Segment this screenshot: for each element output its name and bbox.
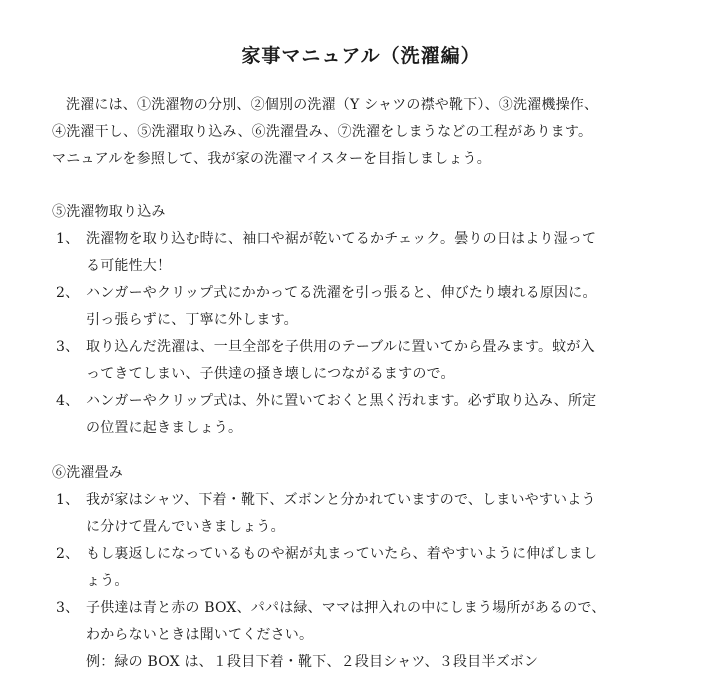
- section-laundry-collection: [52, 199, 677, 442]
- intro-line: マニュアルを参照して、我が家の洗濯マイスターを目指しましょう。: [52, 151, 491, 167]
- item-text-line: ハンガーやクリップ式にかかってる洗濯を引っ張ると、伸びたり壊れる原因に。: [86, 285, 597, 301]
- list-item: [52, 226, 677, 280]
- item-text-line: わからないときは聞いてください。: [86, 627, 314, 643]
- item-text-line: 洗濯物を取り込む時に、袖口や裾が乾いてるかチェック。曇りの日はより湿って: [86, 231, 597, 247]
- item-number: 2、: [56, 285, 80, 301]
- item-text-line: もし裏返しになっているものや裾が丸まっていたら、着やすいように伸ばしまし: [86, 546, 598, 562]
- document-title: 家事マニュアル（洗濯編）: [241, 45, 481, 67]
- list-item: [52, 595, 677, 649]
- item-number: 4、: [56, 393, 80, 409]
- list-item: [52, 280, 677, 334]
- list-item: [52, 334, 677, 388]
- intro-line: 洗濯には、①洗濯物の分別、②個別の洗濯（Y シャツの襟や靴下）、③洗濯機操作、: [66, 97, 599, 113]
- intro-paragraph: [52, 92, 677, 173]
- item-number: 2、: [56, 546, 80, 562]
- list-item: [52, 541, 677, 595]
- example-note: 例：緑の BOX は、１段目下着・靴下、２段目シャツ、３段目半ズボン: [86, 654, 539, 670]
- item-text-line: る可能性大！: [86, 258, 172, 274]
- item-text-line: ってきてしまい、子供達の掻き壊しにつながるますので。: [86, 366, 455, 382]
- item-text-line: ハンガーやクリップ式は、外に置いておくと黒く汚れます。必ず取り込み、所定: [86, 393, 597, 409]
- item-number: 1、: [56, 492, 80, 508]
- intro-line: ④洗濯干し、⑤洗濯取り込み、⑥洗濯畳み、⑦洗濯をしまうなどの工程があります。: [52, 124, 593, 140]
- item-text-line: ょう。: [86, 573, 129, 589]
- item-text-line: の位置に起きましょう。: [86, 420, 243, 436]
- item-text-line: 我が家はシャツ、下着・靴下、ズボンと分かれていますので、しまいやすいよう: [86, 492, 596, 508]
- item-number: 3、: [56, 600, 80, 616]
- section-heading: ⑥洗濯畳み: [52, 465, 123, 481]
- item-text-line: に分けて畳んでいきましょう。: [86, 519, 285, 535]
- item-text-line: 取り込んだ洗濯は、一旦全部を子供用のテーブルに置いてから畳みます。蚊が入: [86, 339, 595, 355]
- section-heading: ⑤洗濯物取り込み: [52, 204, 166, 220]
- item-number: 3、: [56, 339, 80, 355]
- item-number: 1、: [56, 231, 80, 247]
- section-laundry-folding: [52, 460, 677, 676]
- list-item: [52, 487, 677, 541]
- item-text-line: 引っ張らずに、丁寧に外します。: [86, 312, 298, 328]
- item-text-line: 子供達は青と赤の BOX、パパは緑、ママは押入れの中にしまう場所があるので、: [86, 600, 606, 616]
- list-item: [52, 388, 677, 442]
